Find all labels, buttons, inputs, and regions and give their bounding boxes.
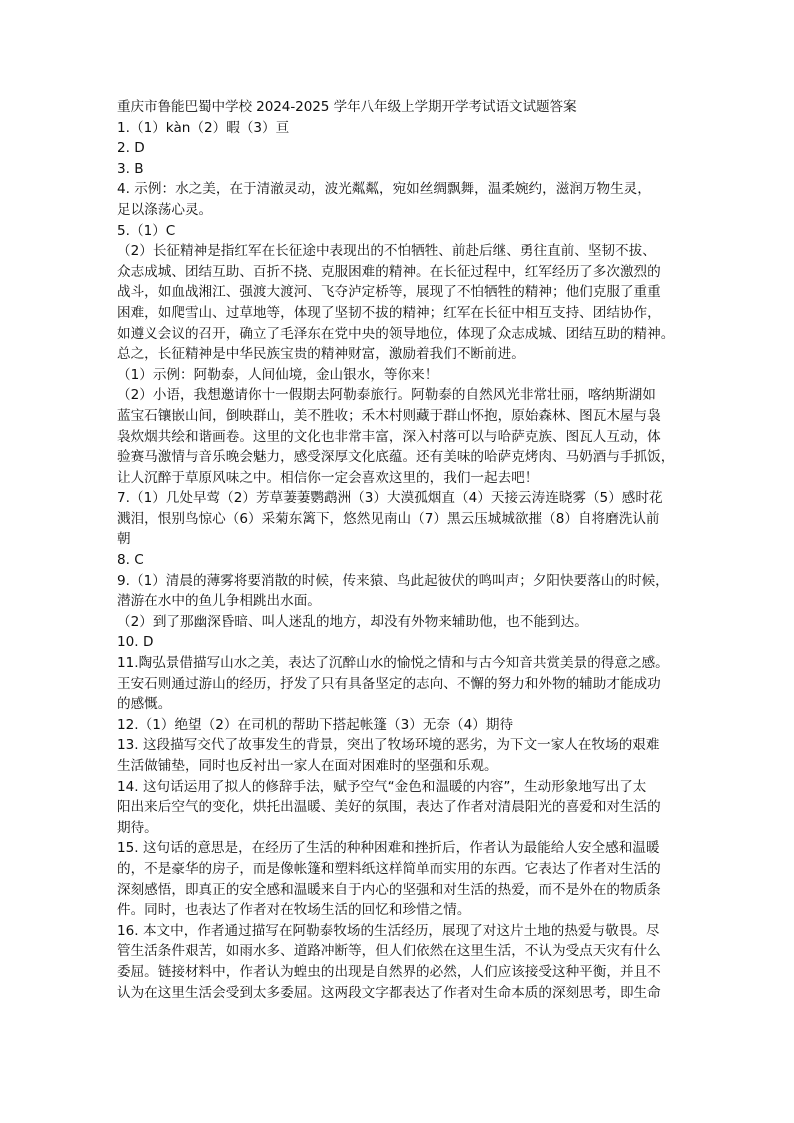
answer-line: 的，不是豪华的房子，而是像帐篷和塑料纸这样简单而实用的东西。它表达了作者对生活的 <box>117 860 661 877</box>
answer-line: 16. 本文中，作者通过描写在阿勒泰牧场的生活经历，展现了对这片土地的热爱与敬畏。尽 <box>117 922 660 939</box>
answer-body <box>117 118 714 1004</box>
answer-line: 5.（1）C <box>117 222 176 239</box>
document-title: 重庆市鲁能巴蜀中学校 2024-2025 学年八年级上学期开学考试语文试题答案 <box>117 99 577 115</box>
answer-line: 深刻感悟，即真正的安全感和温暖来自于内心的坚强和对生活的热爱，而不是外在的物质条 <box>117 881 661 898</box>
answer-line: 生活做铺垫，同时也反衬出一家人在面对困难时的坚强和乐观。 <box>117 758 498 774</box>
answer-line: 溅泪，恨别鸟惊心（6）采菊东篱下，悠然见南山（7）黑云压城城欲摧（8）自将磨洗认前 <box>117 510 660 527</box>
answer-line: 王安石则通过游山的经历，抒发了只有具备坚定的志向、不懈的努力和外物的辅助才能成功 <box>117 675 661 692</box>
answer-line: 期待。 <box>117 819 158 836</box>
answer-line: 件。同时，也表达了作者对在牧场生活的回忆和珍惜之情。 <box>117 902 471 919</box>
answer-line: 13. 这段描写交代了故事发生的背景，突出了牧场环境的恶劣，为下文一家人在牧场的艰难 <box>117 737 660 754</box>
answer-line: 14. 这句话运用了拟人的修辞手法，赋予空气“金色和温暖的内容”，生动形象地写出了太 <box>117 778 647 795</box>
answer-line: 众志成城、团结互助、百折不挠、克服困难的精神。在长征过程中，红军经历了多次激烈的 <box>117 263 661 280</box>
answer-line: （2）长征精神是指红军在长征途中表现出的不怕牺牲、前赴后继、勇往直前、坚韧不拔、 <box>117 243 656 260</box>
answer-line: 潜游在水中的鱼儿争相跳出水面。 <box>117 593 321 610</box>
answer-line: 2. D <box>117 140 145 157</box>
answer-line: 11.陶弘景借描写山水之美，表达了沉醉山水的愉悦之情和与古今知音共赏美景的得意之感。 <box>117 655 669 672</box>
answer-line: 7.（1）几处早莺（2）芳草萋萋鹦鹉洲（3）大漠孤烟直（4）天接云涛连晓雾（5）感时花 <box>117 490 663 507</box>
answer-line: 1.（1）kàn（2）暇（3）亘 <box>117 119 290 136</box>
answer-line: 4. 示例：水之美，在于清澈灵动，波光粼粼，宛如丝绸飘舞，温柔婉约，滋润万物生灵， <box>117 181 651 198</box>
answer-line: 认为在这里生活会受到太多委屈。这两段文字都表达了作者对生命本质的深刻思考，即生命 <box>117 984 661 1001</box>
answer-line: 验赛马激情与音乐晚会魅力，感受深厚文化底蕴。还有美味的哈萨克烤肉、马奶酒与手抓饭， <box>117 449 675 466</box>
answer-line: 让人沉醉于草原风味之中。相信你一定会喜欢这里的，我们一起去吧！ <box>117 469 539 486</box>
answer-line: 朝 <box>117 531 131 548</box>
answer-line: （1）示例：阿勒泰，人间仙境，金山银水，等你来！ <box>117 366 439 383</box>
answer-line: 12.（1）绝望（2）在司机的帮助下搭起帐篷（3）无奈（4）期待 <box>117 716 514 733</box>
answer-line: 管生活条件艰苦，如雨水多、道路冲断等，但人们依然在这里生活，不认为受点天灾有什么 <box>117 943 661 960</box>
answer-line: 如遵义会议的召开，确立了毛泽东在党中央的领导地位，体现了众志成城、团结互助的精神。 <box>117 325 675 342</box>
answer-line: 战斗，如血战湘江、强渡大渡河、飞夺泸定桥等，展现了不怕牺牲的精神；他们克服了重重 <box>117 284 661 301</box>
answer-line: 9.（1）清晨的薄雾将要消散的时候，传来猿、鸟此起彼伏的鸣叫声；夕阳快要落山的时候， <box>117 572 669 589</box>
answer-line: 委屈。链接材料中，作者认为蝗虫的出现是自然界的必然，人们应该接受这种平衡，并且不 <box>117 963 661 980</box>
answer-line: （2）小语，我想邀请你十一假期去阿勒泰旅行。阿勒泰的自然风光非常壮丽，喀纳斯湖如 <box>117 387 656 404</box>
answer-line: 困难，如爬雪山、过草地等，体现了坚韧不拔的精神；红军在长征中相互支持、团结协作， <box>117 304 661 321</box>
answer-line: 的感慨。 <box>117 696 172 713</box>
answer-line: 阳出来后空气的变化，烘托出温暖、美好的氛围，表达了作者对清晨阳光的喜爱和对生活的 <box>117 799 661 816</box>
answer-line: （2）到了那幽深昏暗、叫人迷乱的地方，却没有外物来辅助他，也不能到达。 <box>117 613 588 630</box>
answer-line: 蓝宝石镶嵌山间，倒映群山，美不胜收；禾木村则藏于群山怀抱，原始森林、图瓦木屋与袅 <box>117 407 661 424</box>
answer-line: 10. D <box>117 634 154 651</box>
answer-line: 15. 这句话的意思是，在经历了生活的种种困难和挫折后，作者认为最能给人安全感和温暖 <box>117 840 660 857</box>
answer-line: 总之，长征精神是中华民族宝贵的精神财富，激励着我们不断前进。 <box>117 346 525 363</box>
answer-line: 8. C <box>117 552 144 569</box>
answer-line: 袅炊烟共绘和谐画卷。这里的文化也非常丰富，深入村落可以与哈萨克族、图瓦人互动，体 <box>117 428 661 445</box>
answer-line: 3. B <box>117 160 144 177</box>
answer-line: 足以涤荡心灵。 <box>117 201 213 218</box>
